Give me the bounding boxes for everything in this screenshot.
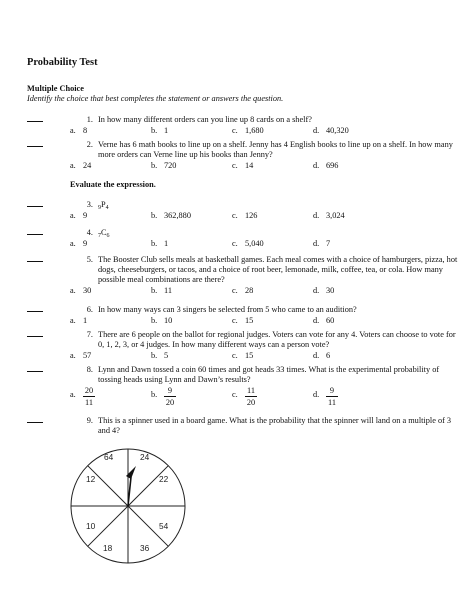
answer-choices: a. 57 b. 5 c. 15 d. 6	[70, 351, 331, 360]
spinner-section-label: 36	[140, 543, 150, 553]
question-number: 3.	[86, 200, 93, 209]
question-number: 4.	[86, 228, 93, 237]
question-stem: The Booster Club sells meals at basketball games. Each meal comes with a choice of hamburgers, pizza, hot dogs, cheeseburgers, or tacos, and a choice of root beer, lemonade, milk, coffee, tea, or cola. How many possible meal combinations are there?	[98, 255, 458, 284]
spinner-diagram	[68, 446, 188, 566]
spinner-section-label: 22	[159, 474, 169, 484]
answer-choices: a. 9 b. 362,880 c. 126 d. 3,024	[70, 211, 345, 220]
answer-choices: a. 1 b. 10 c. 15 d. 60	[70, 316, 335, 325]
permutation-expression: $_9P_4$	[98, 200, 109, 211]
question-stem: Lynn and Dawn tossed a coin 60 times and got heads 33 times. What is the experimental probability of tossing heads using Lynn and Dawn’s results?	[98, 365, 440, 384]
question-number: 1.	[86, 115, 93, 124]
question-stem: In how many ways can 3 singers be selected from 5 who came to an audition?	[98, 305, 357, 314]
spinner-section-label: 18	[103, 543, 113, 553]
spinner-section-label: 12	[86, 474, 96, 484]
spinner-section-label: 64	[104, 452, 114, 462]
answer-blank[interactable]	[27, 121, 43, 122]
answer-blank[interactable]	[27, 234, 43, 235]
answer-choices: a. 24 b. 720 c. 14 d. 696	[70, 161, 339, 170]
question-number: 6.	[86, 305, 93, 314]
spinner-section-label: 10	[86, 521, 96, 531]
question-stem: In how many different orders can you line up 8 cards on a shelf?	[98, 115, 312, 124]
instructions: Identify the choice that best completes the statement or answers the question.	[27, 94, 284, 103]
section-title: Multiple Choice	[27, 84, 84, 93]
answer-choices: a. 30 b. 11 c. 28 d. 30	[70, 286, 335, 295]
spinner-section-label: 24	[140, 452, 150, 462]
answer-blank[interactable]	[27, 311, 43, 312]
spinner-section-label: 54	[159, 521, 169, 531]
answer-blank[interactable]	[27, 336, 43, 337]
page-title: Probability Test	[27, 57, 98, 68]
answer-blank[interactable]	[27, 422, 43, 423]
answer-choices: a. 9 b. 1 c. 5,040 d. 7	[70, 239, 331, 248]
answer-blank[interactable]	[27, 371, 43, 372]
question-number: 9.	[86, 416, 93, 425]
answer-choices: a. $\frac{20}{11}$ b. $\frac{9}{20}$ c. $\frac{11}{20}$ d. $\frac{9}{11}$	[70, 386, 336, 408]
combination-expression: $_7C_6$	[98, 228, 110, 239]
answer-choices: a. 8 b. 1 c. 1,680 d. 40,320	[70, 126, 349, 135]
question-stem: Verne has 6 math books to line up on a shelf. Jenny has 4 English books to line up on a shelf. In how many more orders can Verne line up his books than Jenny?	[98, 140, 453, 159]
question-stem: There are 6 people on the ballot for regional judges. Voters can vote for any 4. Voters can choose to vote for 0, 1, 2, 3, or 4 judges. In how many different ways can a person vote?	[98, 330, 456, 349]
question-number: 5.	[86, 255, 93, 264]
answer-blank[interactable]	[27, 146, 43, 147]
answer-blank[interactable]	[27, 206, 43, 207]
question-stem: This is a spinner used in a board game. What is the probability that the spinner will land on a multiple of 3 and 4?	[98, 416, 452, 435]
question-number: 7.	[86, 330, 93, 339]
answer-blank[interactable]	[27, 261, 43, 262]
evaluate-heading: Evaluate the expression.	[70, 180, 156, 189]
question-number: 2.	[86, 140, 93, 149]
question-number: 8.	[86, 365, 93, 374]
